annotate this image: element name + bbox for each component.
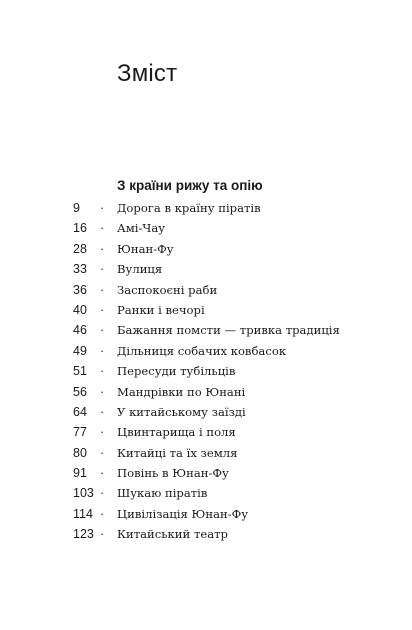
toc-chapter-title: Бажання помсти — тривка традиція xyxy=(117,323,340,338)
toc-entry xyxy=(0,198,412,218)
toc-chapter-title: Китайці та їх земля xyxy=(117,445,238,460)
toc-separator-dot: · xyxy=(100,241,105,256)
toc-chapter-title: Ранки і вечорі xyxy=(117,302,205,317)
toc-separator-dot: · xyxy=(100,506,105,521)
toc-separator-dot: · xyxy=(100,323,105,338)
toc-separator-dot: · xyxy=(100,282,105,297)
toc-page-number: 33 xyxy=(73,262,87,277)
toc-entry xyxy=(0,259,412,279)
toc-page-number: 56 xyxy=(73,384,87,399)
toc-chapter-title: Пересуди тубільців xyxy=(117,364,236,379)
toc-chapter-title: Китайський театр xyxy=(117,527,228,542)
toc-separator-dot: · xyxy=(100,221,105,236)
toc-entry xyxy=(0,443,412,463)
toc-entry xyxy=(0,463,412,483)
toc-separator-dot: · xyxy=(100,466,105,481)
toc-entry xyxy=(0,422,412,442)
toc-entry xyxy=(0,300,412,320)
toc-entry xyxy=(0,361,412,381)
toc-chapter-title: Амі-Чау xyxy=(117,221,166,236)
toc-chapter-title: Дільниця собачих ковбасок xyxy=(117,343,287,358)
toc-page-number: 64 xyxy=(73,404,87,419)
toc-chapter-title: У китайському заїзді xyxy=(117,404,246,419)
page-title: Зміст xyxy=(117,60,178,87)
toc-separator-dot: · xyxy=(100,364,105,379)
toc-separator-dot: · xyxy=(100,445,105,460)
toc-entry xyxy=(0,239,412,259)
toc-page-number: 49 xyxy=(73,343,87,358)
toc-page-number: 103 xyxy=(73,486,94,501)
toc-chapter-title: Шукаю піратів xyxy=(117,486,208,501)
toc-chapter-title: Цвинтарища і поля xyxy=(117,425,236,440)
toc-page-number: 16 xyxy=(73,221,87,236)
toc-page-number: 91 xyxy=(73,466,87,481)
toc-chapter-title: Юнан-Фу xyxy=(117,241,174,256)
toc-chapter-title: Вулиця xyxy=(117,262,163,277)
toc-entry xyxy=(0,341,412,361)
toc-chapter-title: Заспокоєні раби xyxy=(117,282,218,297)
toc-separator-dot: · xyxy=(100,201,105,215)
toc-separator-dot: · xyxy=(100,425,105,440)
toc-separator-dot: · xyxy=(100,343,105,358)
toc-page-number: 80 xyxy=(73,445,87,460)
toc-chapter-title: Дорога в країну піратів xyxy=(117,201,261,215)
toc-entry xyxy=(0,504,412,524)
toc-chapter-title: Повінь в Юнан-Фу xyxy=(117,466,229,481)
toc-chapter-title: Мандрівки по Юнані xyxy=(117,384,246,399)
toc-entry xyxy=(0,218,412,238)
toc-page-number: 40 xyxy=(73,302,87,317)
toc-page-number: 28 xyxy=(73,241,87,256)
toc-entry xyxy=(0,280,412,300)
toc-separator-dot: · xyxy=(100,527,105,542)
toc-entry xyxy=(0,320,412,340)
toc-entry xyxy=(0,402,412,422)
toc-page-number: 9 xyxy=(73,201,80,215)
toc-entry xyxy=(0,524,412,544)
toc-separator-dot: · xyxy=(100,486,105,501)
toc-separator-dot: · xyxy=(100,384,105,399)
toc-page-number: 114 xyxy=(73,506,93,521)
toc-page-number: 51 xyxy=(73,364,87,379)
toc-separator-dot: · xyxy=(100,404,105,419)
toc-entry xyxy=(0,382,412,402)
toc-entry xyxy=(0,483,412,503)
toc-separator-dot: · xyxy=(100,262,105,277)
toc-chapter-title: Цивілізація Юнан-Фу xyxy=(117,506,249,521)
toc-page-number: 123 xyxy=(73,527,94,542)
toc-page-number: 36 xyxy=(73,282,87,297)
table-of-contents xyxy=(0,198,412,545)
toc-page-number: 77 xyxy=(73,425,87,440)
toc-separator-dot: · xyxy=(100,302,105,317)
section-heading: З країни рижу та опію xyxy=(117,178,263,193)
toc-page-number: 46 xyxy=(73,323,87,338)
